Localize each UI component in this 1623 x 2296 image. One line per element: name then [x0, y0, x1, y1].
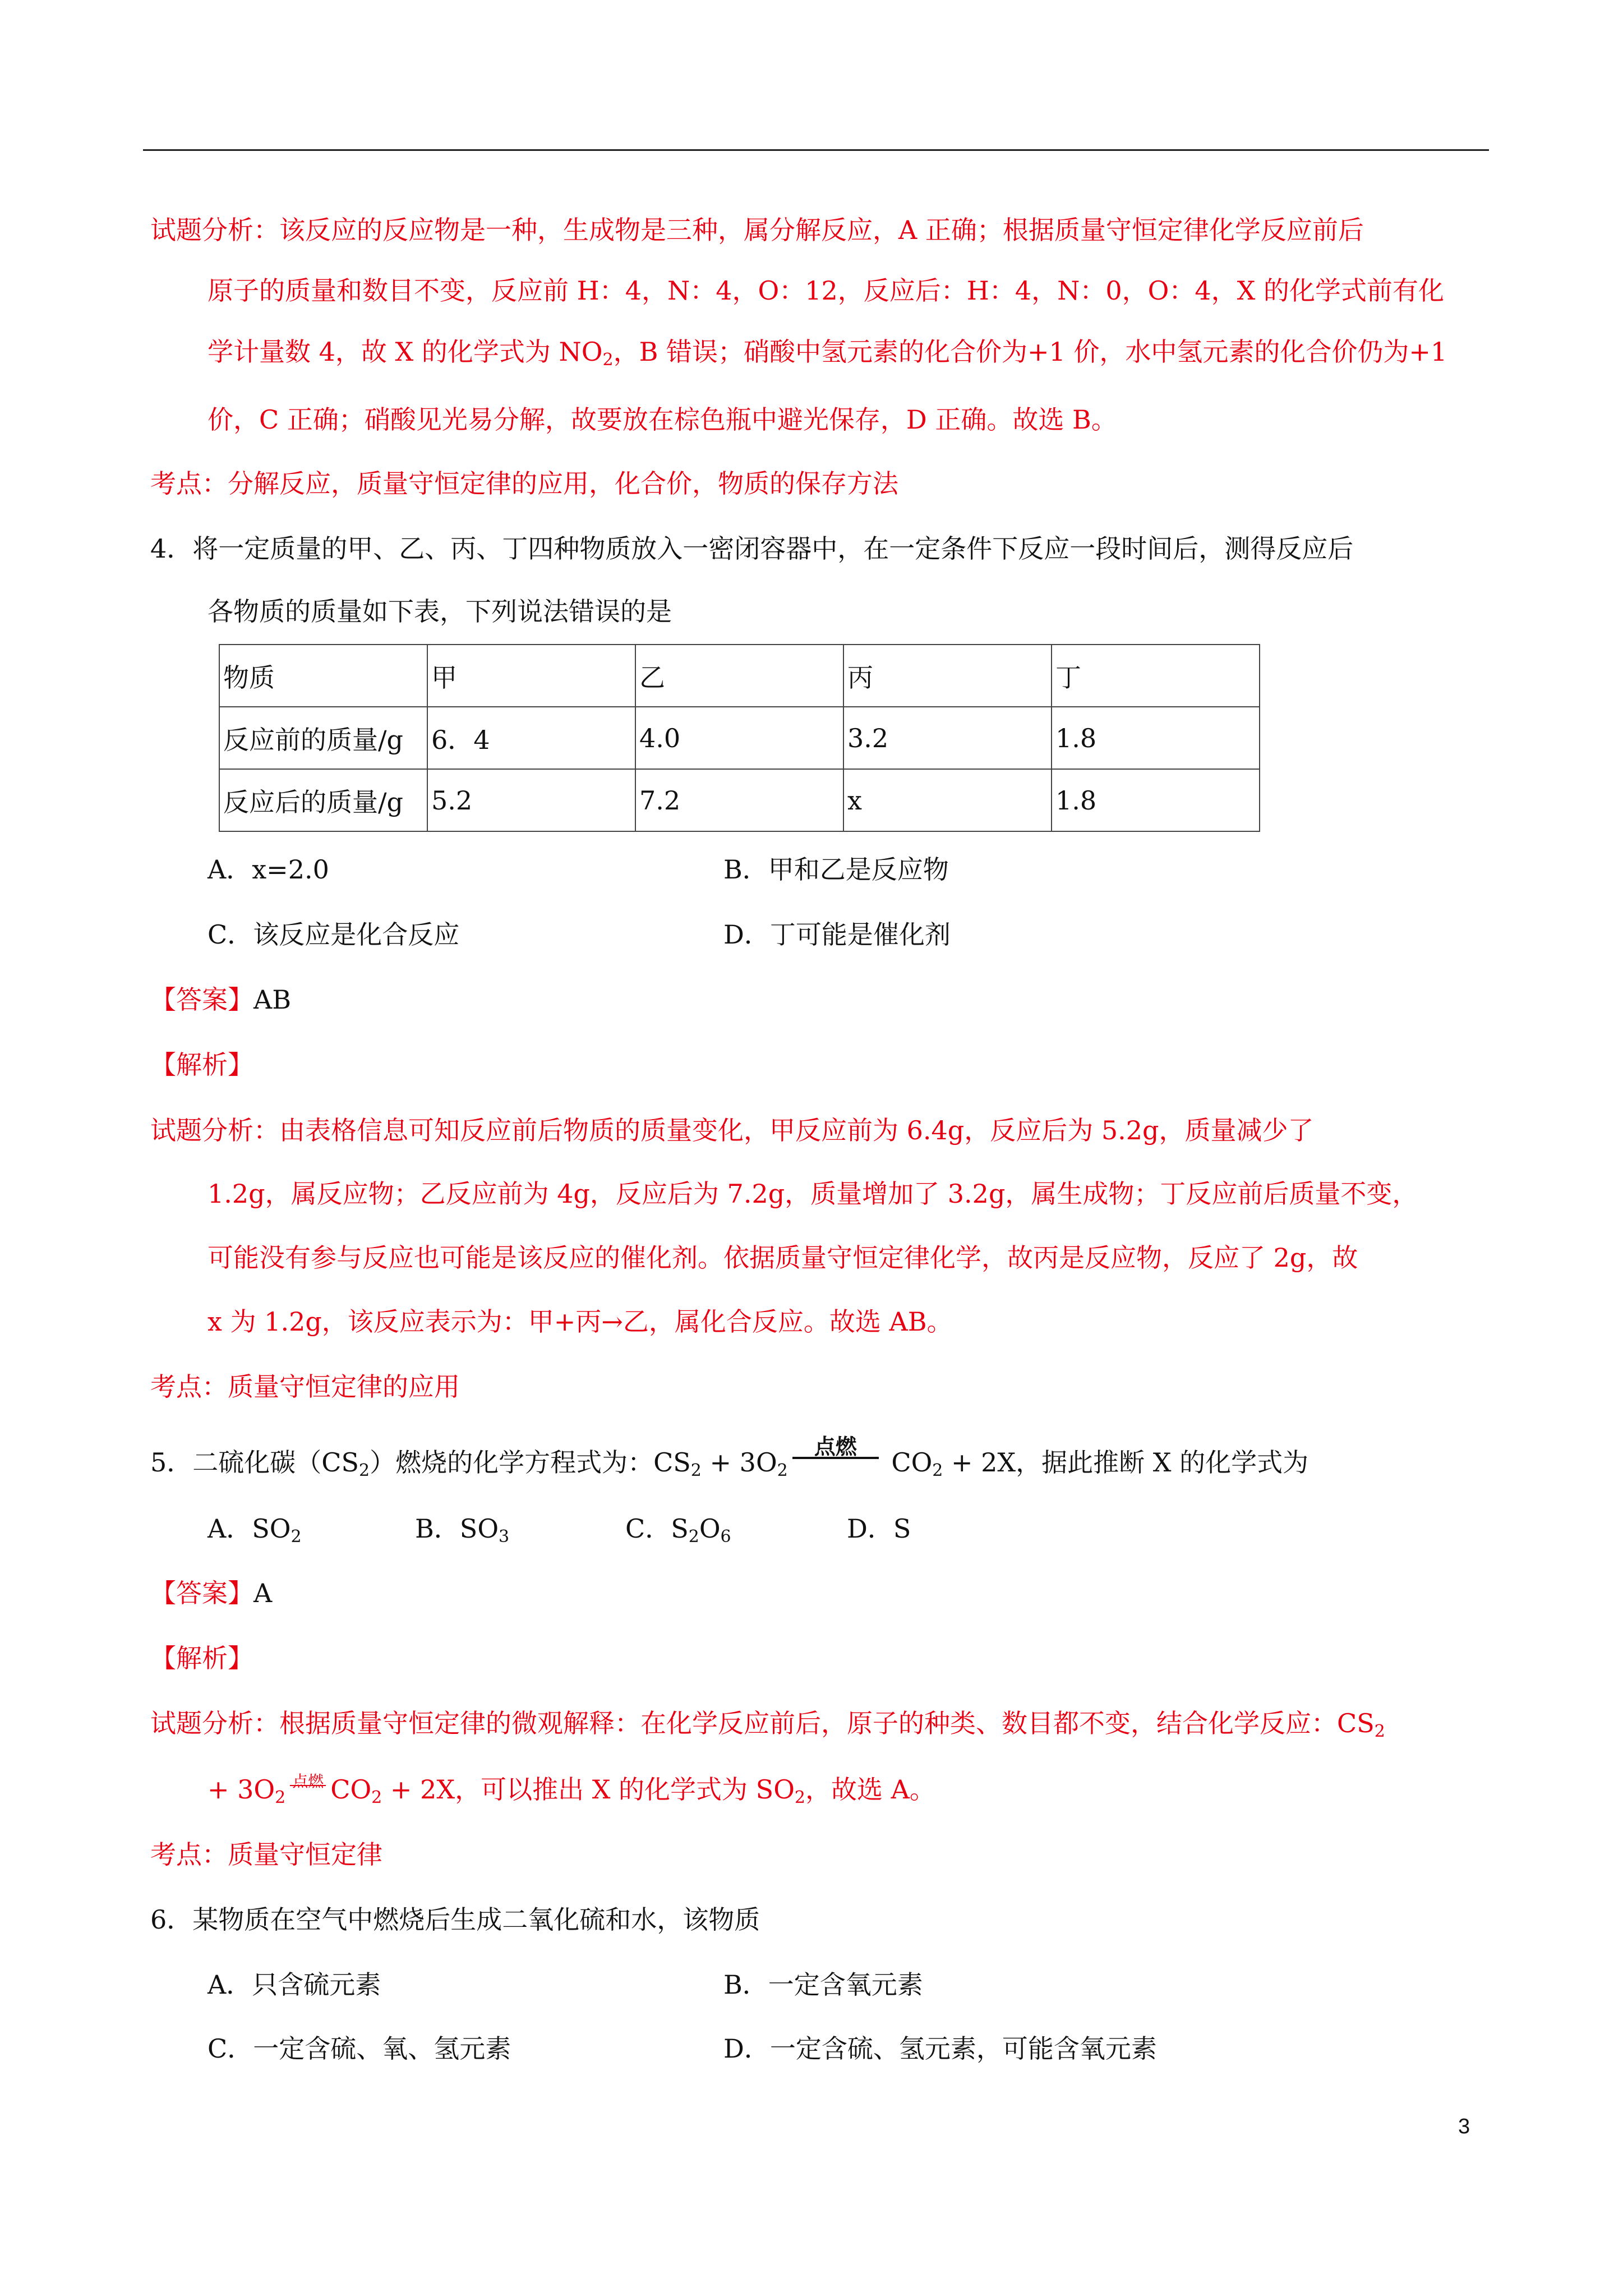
- q4-analysis-line-3: 可能没有参与反应也可能是该反应的催化剂。依据质量守恒定律化学，故丙是反应物，反应了 2g，故: [208, 1243, 1358, 1273]
- table-row: [219, 769, 1260, 831]
- q5-option-a: A．$SO_2$: [208, 1513, 302, 1547]
- q4-option-c: C．该反应是化合反应: [208, 919, 460, 950]
- prev-analysis-line-1: 试题分析：该反应的反应物是一种，生成物是三种，属分解反应，A 正确；根据质量守恒定律化学反应前后: [150, 215, 1364, 245]
- table-row: [219, 707, 1260, 769]
- prev-analysis-line-3: 学计量数 4，故 X 的化学式为 $NO_2$，B 错误；硝酸中氢元素的化合价为+1 价，水中氢元素的化合价仍为+1: [208, 337, 1447, 370]
- q6-option-a: A．只含硫元素: [208, 1970, 381, 2000]
- q5-option-c: C．$S_2O_6$: [625, 1513, 731, 1547]
- q4-answer: 【答案】AB: [150, 984, 292, 1015]
- table-cell: x: [843, 769, 1052, 831]
- prev-analysis-line-2: 原子的质量和数目不变，反应前 H：4，N：4，O：12，反应后：H：4，N：0，O：4，X 的化学式前有化: [208, 275, 1445, 306]
- q4-option-b: B．甲和乙是反应物: [723, 854, 949, 885]
- q4-stem-line-1: 4．将一定质量的甲、乙、丙、丁四种物质放入一密闭容器中，在一定条件下反应一段时间后，测得反应后: [150, 533, 1354, 564]
- q6-option-d: D．一定含硫、氢元素，可能含氧元素: [723, 2033, 1157, 2064]
- q5-jiexi-tag: 【解析】: [150, 1643, 253, 1673]
- q6-option-c: C．一定含硫、氧、氢元素: [208, 2033, 511, 2064]
- q6-stem: 6．某物质在空气中燃烧后生成二氧化硫和水，该物质: [150, 1904, 760, 1935]
- table-cell: 甲: [427, 645, 635, 707]
- q5-analysis-line-1: 试题分析：根据质量守恒定律的微观解释：在化学反应前后，原子的种类、数目都不变，结合化学反应：$CS_2$: [150, 1708, 1385, 1741]
- table-cell: 1.8: [1052, 769, 1260, 831]
- q4-option-a: A．x=2.0: [208, 854, 329, 885]
- table-cell: 6．4: [427, 707, 635, 769]
- table-row: [219, 645, 1260, 707]
- q5-option-d: D．S: [847, 1513, 911, 1544]
- table-cell: 反应前的质量/g: [219, 707, 427, 769]
- table-cell: 反应后的质量/g: [219, 769, 427, 831]
- table-cell: 乙: [635, 645, 843, 707]
- q4-jiexi-tag: 【解析】: [150, 1050, 253, 1080]
- q4-stem-line-2: 各物质的质量如下表，下列说法错误的是: [208, 596, 672, 627]
- q5-kaodian: 考点：质量守恒定律: [150, 1839, 382, 1870]
- prev-kaodian: 考点：分解反应，质量守恒定律的应用，化合价，物质的保存方法: [150, 468, 898, 499]
- table-cell: 丙: [843, 645, 1052, 707]
- page-number: 3: [1458, 2115, 1470, 2138]
- q5-stem: 5．二硫化碳$(CS_2)$燃烧的化学方程式为：$CS_2 + 3O_2$ 点燃 $CO_2 + 2X$，据此推断 X 的化学式为: [150, 1434, 1309, 1480]
- q4-analysis-line-4: x 为 1.2g，该反应表示为：甲+丙→乙，属化合反应。故选 AB。: [208, 1306, 953, 1337]
- q5-option-b: B．$SO_3$: [415, 1513, 510, 1547]
- table-cell: 3.2: [843, 707, 1052, 769]
- q5-answer: 【答案】A: [150, 1578, 273, 1608]
- table-cell: 5.2: [427, 769, 635, 831]
- q4-analysis-line-1: 试题分析：由表格信息可知反应前后物质的质量变化，甲反应前为 6.4g，反应后为 5.2g，质量减少了: [150, 1115, 1314, 1145]
- prev-analysis-line-4: 价，C 正确；硝酸见光易分解，故要放在棕色瓶中避光保存，D 正确。故选 B。: [208, 404, 1117, 435]
- reaction-arrow: 点燃: [788, 1446, 883, 1479]
- table-cell: 丁: [1052, 645, 1260, 707]
- header-rule: [143, 149, 1489, 151]
- reaction-arrow-small: 点燃: [285, 1773, 330, 1806]
- table-cell: 7.2: [635, 769, 843, 831]
- q6-option-b: B．一定含氧元素: [723, 1970, 923, 2000]
- q5-analysis-line-2: + $3O_2$ 点燃 $CO_2 + 2X$，可以推出 X 的化学式为 $SO_2$，故选 A。: [208, 1772, 935, 1807]
- table-cell: 物质: [219, 645, 427, 707]
- q4-mass-table: [219, 644, 1260, 832]
- q4-kaodian: 考点：质量守恒定律的应用: [150, 1372, 460, 1402]
- table-cell: 1.8: [1052, 707, 1260, 769]
- q4-option-d: D．丁可能是催化剂: [723, 919, 951, 950]
- table-cell: 4.0: [635, 707, 843, 769]
- q4-analysis-line-2: 1.2g，属反应物；乙反应前为 4g，反应后为 7.2g，质量增加了 3.2g，属生成物；丁反应前后质量不变，: [208, 1179, 1418, 1209]
